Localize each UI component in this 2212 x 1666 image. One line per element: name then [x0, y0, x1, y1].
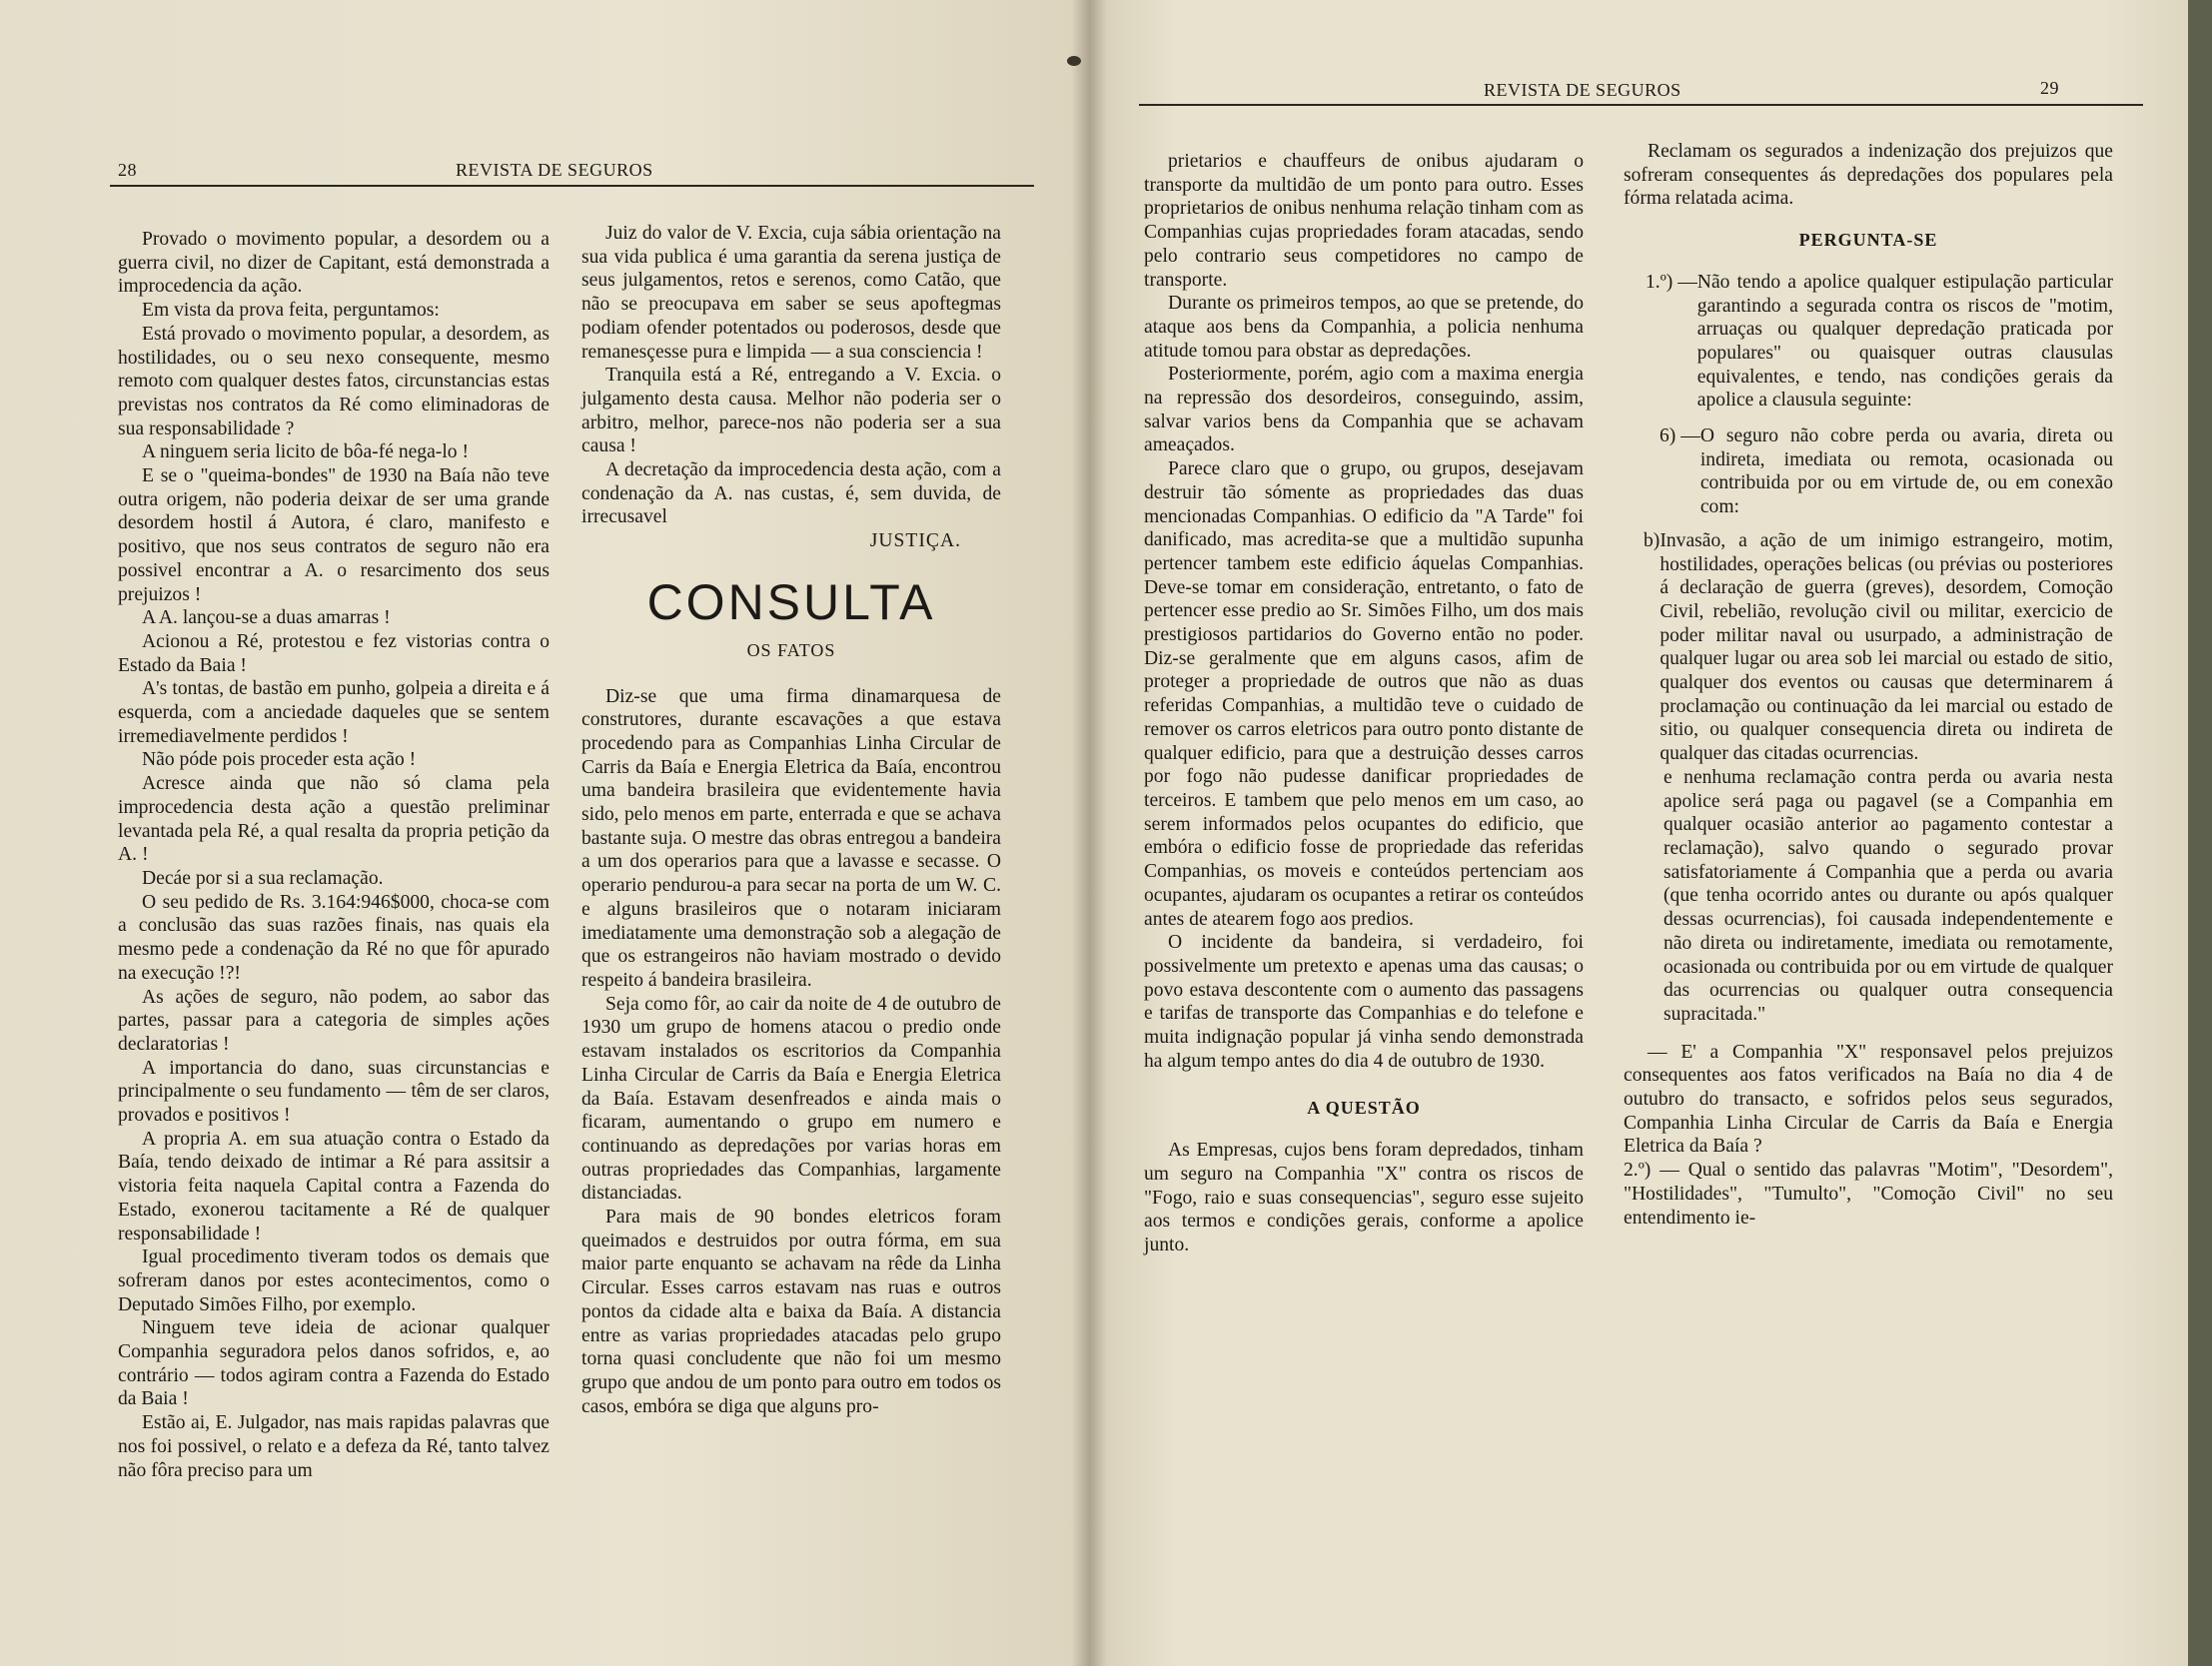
left-column-1 [118, 228, 550, 1482]
paragraph: Posteriormente, porém, agio com a maxima energia na repressão dos desordeiros, conseguindo, assim, salvar varios bens da Companhia que se achavam ameaçados. [1144, 364, 1584, 456]
paragraph: E se o "queima-bondes" de 1930 na Baía não teve outra origem, não poderia deixar de ser uma grande desordem hostil á Autora, é claro, manifesto e positivo, que nos seus contratos de seguro não era possivel encontrar a A. o resarcimento dos seus prejuizos ! [118, 465, 550, 605]
paragraph: Acionou a Ré, protestou e fez vistorias contra o Estado da Baia ! [118, 630, 550, 676]
paragraph: Em vista da prova feita, perguntamos: [142, 300, 440, 322]
question-title: A QUESTÃO [1307, 1098, 1421, 1119]
paragraph: prietarios e chauffeurs de onibus ajudaram o transporte da multidão de um ponto para outro. Esses proprietarios de onibus nenhuma relação tinham com as Companhias cujas propriedades foram atacadas, sendo pelo contrario seus competidores no campo de transporte. [1144, 151, 1584, 291]
question-2: 2.º) — Qual o sentido das palavras "Motim", "Desordem", "Hostilidades", "Tumulto", "Comoção Civil" no seu entendimento ie- [1624, 1160, 2113, 1229]
left-page-number: 28 [118, 160, 137, 180]
paragraph: Parece claro que o grupo, ou grupos, desejavam destruir tão sómente as propriedades das duas mencionadas Companhias. O edificio da "A Tarde" foi danificado, mas acredita-se que a multidão supunha pertencer tambem este edificio áquelas Companhias. Deve-se tomar em consideração, entretanto, o fato de pertencer esse predio ao Sr. Simões Filho, um dos mais prestigiosos partidarios do Governo então no poder. Diz-se geralmente que em alguns casos, afim de proteger a propriedade de outros que não as duas referidas Companhias, a multidão teve o cuidado de remover os carros eletricos para outro ponto distante de qualquer edificio, para que a destruição desses carros por fogo não pudesse danificar propriedades de terceiros. E tambem que pelo menos em um caso, ao serem informados pelos ocupantes do edificio, que embóra o edificio fosse de propriedade das referidas Companhias, os moveis e conteúdos pertenciam aos ocupantes, ajudaram os ocupantes a retirar os conteúdos antes de atearem fogo aos predios. [1144, 458, 1584, 930]
paragraph: A A. lançou-se a duas amarras ! [142, 607, 391, 629]
book-binding [1071, 0, 1107, 1666]
paragraph: Decáe por si a sua reclamação. [142, 867, 384, 889]
clause-6-text: O seguro não cobre perda ou avaria, direta ou indireta, imediata ou remota, ocasionada ou contribuida por ou em virtude de, ou em conexão com: [1699, 425, 2113, 518]
paragraph: Não póde pois proceder esta ação ! [142, 749, 417, 771]
paragraph: A propria A. em sua atuação contra o Estado da Baía, tendo deixado de intimar a Ré para assitsir a vistoria feita naquela Capital contra a Fazenda do Estado, exonerou tacitamente a Ré de qualquer responsabilidade ! [118, 1128, 550, 1245]
paragraph: Está provado o movimento popular, a desordem, as hostilidades, ou o seu nexo consequente, mesmo remoto com qualquer destes fatos, circunstancias estas previstas nos contratos da Ré como eliminadoras de sua responsabilidade ? [118, 323, 550, 439]
right-page [1089, 0, 2188, 1666]
right-column-1-top [1144, 150, 1584, 1073]
section-title-consulta: CONSULTA [646, 573, 936, 630]
right-header-rule [1139, 104, 2143, 106]
page-edge [2188, 0, 2212, 1666]
paragraph: A importancia do dano, suas circunstancias e principalmente o seu fundamento — têm de ser claros, provados e positivos ! [118, 1057, 550, 1127]
paragraph: Tranquila está a Ré, entregando a V. Excia. o julgamento desta causa. Melhor não poderia ser o arbitro, melhor, parece-nos não poderia ser a sua causa ! [581, 365, 1001, 457]
paragraph: O incidente da bandeira, si verdadeiro, foi possivelmente um pretexto e apenas uma das causas; o povo estava descontente com o aumento das passagens e tarifas de transporte das Companhias e do telefone e muita indignação popular já vinha sendo demonstrada ha algum tempo antes do dia 4 de outubro de 1930. [1144, 932, 1584, 1072]
paragraph: A ninguem seria licito de bôa-fé nega-lo ! [142, 441, 469, 463]
left-running-head: REVISTA DE SEGUROS [456, 160, 653, 180]
left-page [0, 0, 1089, 1666]
left-column-2-top [581, 222, 1001, 529]
paragraph: Juiz do valor de V. Excia, cuja sábia orientação na sua vida publica é uma garantia da serena justiça de seus julgamentos, retos e serenos, como Catão, que não se preocupava em saber se seus apoftegmas podiam ofender potentados ou poderosos, desde que remanesçesse pura e limpida — a sua consciencia ! [581, 223, 1001, 363]
paragraph: Estão ai, E. Julgador, nas mais rapidas palavras que nos foi possivel, o relato e a defeza da Ré, tanto talvez não fôra preciso para um [118, 1412, 550, 1481]
paragraph: Seja como fôr, ao cair da noite de 4 de outubro de 1930 um grupo de homens atacou o predio onde estavam instalados os escritorios da Companhia Linha Circular de Carris da Baía e Energia Eletrica da Baía. Estavam desenfreados e ainda mais o ficaram, aumentando o grupo em numero e continuando as depredações por varias horas em outras propriedades das Companhias, largamente distanciadas. [581, 993, 1001, 1205]
paragraph: Ninguem teve ideia de acionar qualquer Companhia seguradora pelos danos sofridos, e, ao contrário — todos agiram contra a Fazenda do Estado da Baia ! [118, 1317, 550, 1410]
clause-6 [1624, 424, 2113, 519]
left-header-rule [110, 185, 1034, 187]
paragraph: O seu pedido de Rs. 3.164:946$000, choca-se com a conclusão das suas razões finais, nas quais ela mesmo pede a condenação da Ré no que fôr apurado na execução !?! [118, 891, 550, 984]
clause-6-number: 6) — [1659, 425, 1700, 447]
question-1-number: 1.º) — [1646, 271, 1697, 293]
paragraph: Diz-se que uma firma dinamarquesa de construtores, durante escavações a que estava procedendo para as Companhias Linha Circular de Carris da Baía e Energia Eletrica da Baía, encontrou uma bandeira brasileira que evidentemente havia sido, pelo menos em parte, enterrada e que se achava bastante suja. O mestre das obras entregou a bandeira a um dos operarios para que a lavasse e secasse. O operario pendurou-a para secar na porta de um W. C. e alguns brasileiros que o notaram iniciaram imediatamente uma demonstração sob a alegação de que os estrangeiros não haviam mostrado o devido respeito á bandeira brasileira. [581, 685, 1001, 991]
right-column-1-bottom [1144, 1139, 1584, 1257]
left-column-2-bottom [581, 685, 1001, 1419]
paragraph: Acresce ainda que não só clama pela improcedencia desta ação a questão preliminar levantada pela Ré, a qual resalta da propria petição da A. ! [118, 773, 550, 866]
right-running-head: REVISTA DE SEGUROS [1484, 80, 1681, 100]
claim-intro: Reclamam os segurados a indenização dos prejuizos que sofreram consequentes ás depredações dos populares pela fórma relatada acima. [1624, 141, 2113, 210]
paragraph: As Empresas, cujos bens foram depredados, tinham um seguro na Companhia "X" contra os riscos de "Fogo, raio e suas consequencias", seguro esse sujeito aos termos e condições gerais, conforme a apolice junto. [1144, 1140, 1584, 1255]
left-column-2 [581, 222, 1001, 1418]
subsection-title-fatos: OS FATOS [746, 639, 836, 660]
paragraph: As ações de seguro, não podem, ao sabor das partes, passar para a categoria de simples ações declaratorias ! [118, 986, 550, 1055]
right-column-2 [1624, 140, 2113, 1230]
paragraph: Igual procedimento tiveram todos os demais que sofreram danos por estes acontecimentos, como o Deputado Simões Filho, por exemplo. [118, 1247, 550, 1315]
paragraph: Provado o movimento popular, a desordem ou a guerra civil, no dizer de Capitant, está demonstrada a improcedencia da ação. [118, 229, 550, 298]
paragraph: Durante os primeiros tempos, ao que se pretende, do ataque aos bens da Companhia, a policia nenhuma atitude tomou para obstar as depredações. [1144, 293, 1584, 362]
right-page-number: 29 [2040, 78, 2059, 98]
signature: JUSTIÇA. [869, 530, 961, 552]
clause-b-number: b) [1644, 529, 1660, 551]
pergunta-title: PERGUNTA-SE [1798, 230, 1938, 251]
clause-tail: e nenhuma reclamação contra perda ou avaria nesta apolice será paga ou pagavel (se a Companhia em qualquer ocasião anterior ao pagamento contestar a reclamação), salvo quando o segurado provar satisfatoriamente á Companhia que a perda ou avaria (que tenha ocorrido antes ou durante ou após qualquer dessas ocurrencias), foi causada independentemente e não direta ou indiretamente, imediata ou remotamente, ocasionada ou contribuida por ou em virtude de qualquer das ocurrencias ou qualquer outra consequencia supracitada." [1663, 766, 2113, 1025]
question-x: — E' a Companhia "X" responsavel pelos prejuizos consequentes aos fatos verificados na Baía no dia 4 de outubro do transacto, e sofridos pelos seus segurados, Companhia Linha Circular de Carris da Baía e Energia Eletrica da Baía ? [1624, 1041, 2113, 1158]
binding-mark [1067, 56, 1081, 66]
question-1 [1624, 271, 2113, 413]
clause-b [1624, 529, 2113, 766]
question-1-text: Não tendo a apolice qualquer estipulação particular garantindo a segurada contra os riscos de "motim, arruaças ou qualquer depredação praticada por populares" ou quaisquer outras clausulas equivalentes, e tendo, nas condições gerais da apolice a clausula seguinte: [1696, 271, 2113, 412]
clause-b-text: Invasão, a ação de um inimigo estrangeiro, motim, hostilidades, operações belicas (ou prévias ou posteriores á declaração de guerra (greves), desordem, Comoção Civil, rebelião, revolução civil ou militar, exercicio de poder militar naval ou usurpado, a administração de qualquer lugar ou area sob lei marcial ou estado de sitio, qualquer dos eventos ou causas que determinarem á proclamação ou continuação da lei marcial ou estado de sitio, ou qualquer consequencia direta ou indireta de qualquer das citadas ocurrencias. [1659, 529, 2113, 765]
right-column-1 [1144, 150, 1584, 1257]
paragraph: A's tontas, de bastão em punho, golpeia a direita e á esquerda, com a anciedade daqueles que se sentem irremediavelmente perdidos ! [118, 678, 550, 747]
paragraph: Para mais de 90 bondes eletricos foram queimados e destruidos por outra fórma, em sua maior parte enquanto se achavam na rêde da Linha Circular. Esses carros estavam nas ruas e outros pontos da cidade alta e baixa da Baía. A distancia entre as varias propriedades atacadas pelo grupo torna quasi concludente que não foi um mesmo grupo que andou de um ponto para outro em todos os casos, embóra se diga que alguns pro- [581, 1207, 1001, 1417]
paragraph: A decretação da improcedencia desta ação, com a condenação da A. nas custas, é, sem duvida, de irrecusavel [581, 459, 1001, 528]
